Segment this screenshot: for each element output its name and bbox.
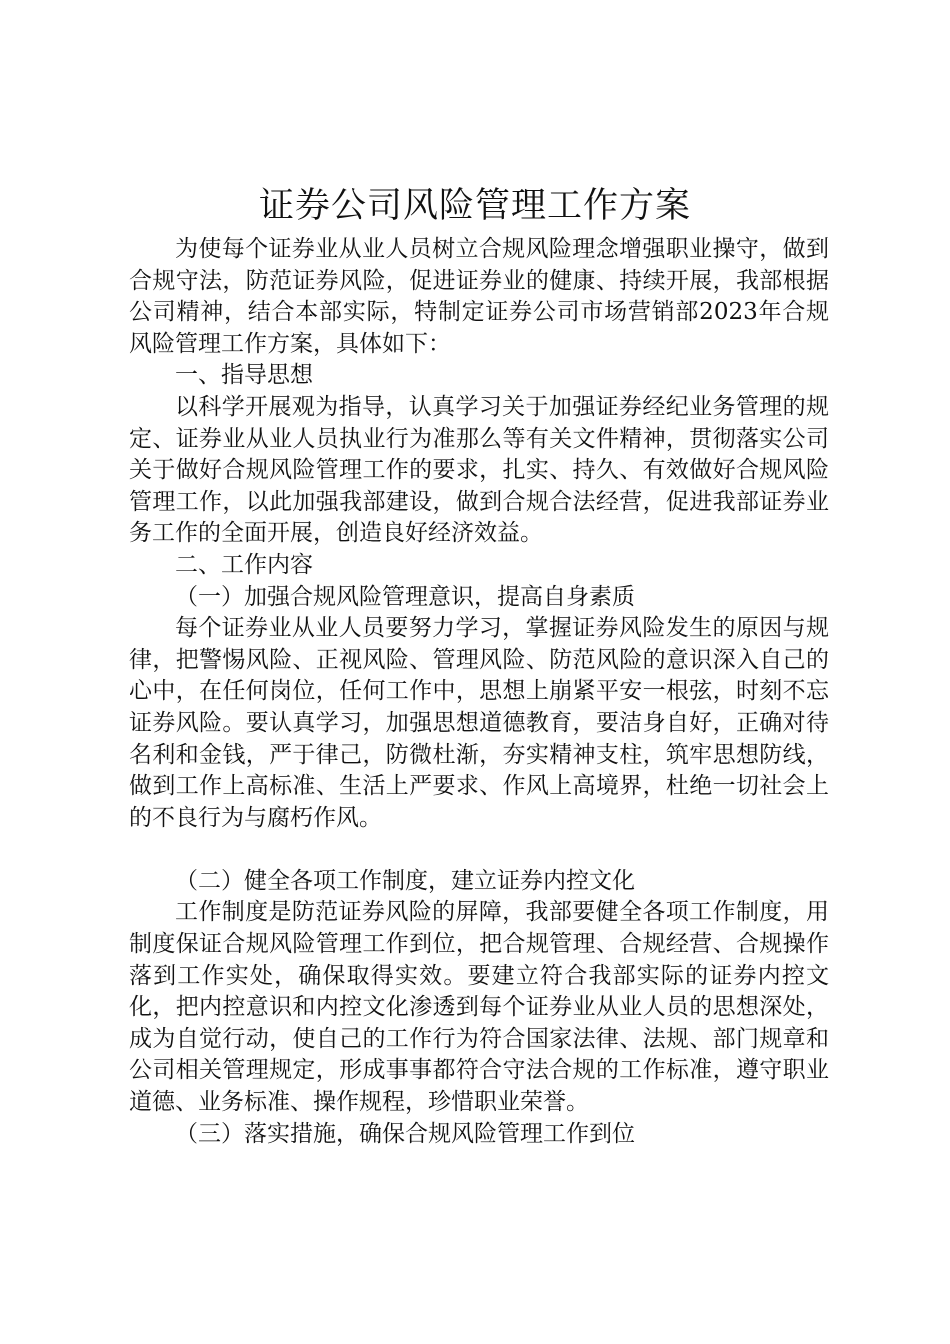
section-heading-guiding-thought: 一、指导思想 [175,362,313,389]
subsection-2-paragraph: 工作制度是防范证券风险的屏障，我部要健全各项工作制度，用制度保证合规风险管理工作到位，把合规管理、合规经营、合规操作落到工作实处，确保取得实效。要建立符合我部实际的证券内控文化，把内控意识和内控文化渗透到每个证券业从业人员的思想深处，成为自觉行动，使自己的工作行为符合国家法律、法规、部门规章和公司相关管理规定，形成事事都符合守法合规的工作标准，遵守职业道德、业务标准、操作规程，珍惜职业荣誉。 [129,899,829,1116]
subsection-heading-3: （三）落实措施，确保合规风险管理工作到位 [175,1120,635,1147]
subsection-heading-2: （二）健全各项工作制度，建立证券内控文化 [175,867,635,894]
subsection-1-paragraph: 每个证券业从业人员要努力学习，掌握证券风险发生的原因与规律，把警惕风险、正视风险、管理风险、防范风险的意识深入自己的心中，在任何岗位，任何工作中，思想上崩紧平安一根弦，时刻不忘证券风险。要认真学习，加强思想道德教育，要洁身自好，正确对待名利和金钱，严于律己，防微杜渐，夯实精神支柱，筑牢思想防线，做到工作上高标准、生活上严要求、作风上高境界，杜绝一切社会上的不良行为与腐朽作风。 [129,615,829,831]
subsection-heading-1: （一）加强合规风险管理意识，提高自身素质 [175,583,635,610]
document-body [129,234,829,1150]
guiding-thought-paragraph: 以科学开展观为指导，认真学习关于加强证券经纪业务管理的规定、证券业从业人员执业行为准那么等有关文件精神，贯彻落实公司关于做好合规风险管理工作的要求，扎实、持久、有效做好合规风险管理工作，以此加强我部建设，做到合规合法经营，促进我部证券业务工作的全面开展，创造良好经济效益。 [129,393,829,547]
document-title: 证券公司风险管理工作方案 [258,186,691,226]
intro-paragraph: 为使每个证券业从业人员树立合规风险理念增强职业操守，做到合规守法，防范证券风险，促进证券业的健康、持续开展，我部根据公司精神，结合本部实际，特制定证券公司市场营销部2023年合规风险管理工作方案，具体如下： [129,236,829,357]
section-heading-work-content: 二、工作内容 [175,551,313,578]
